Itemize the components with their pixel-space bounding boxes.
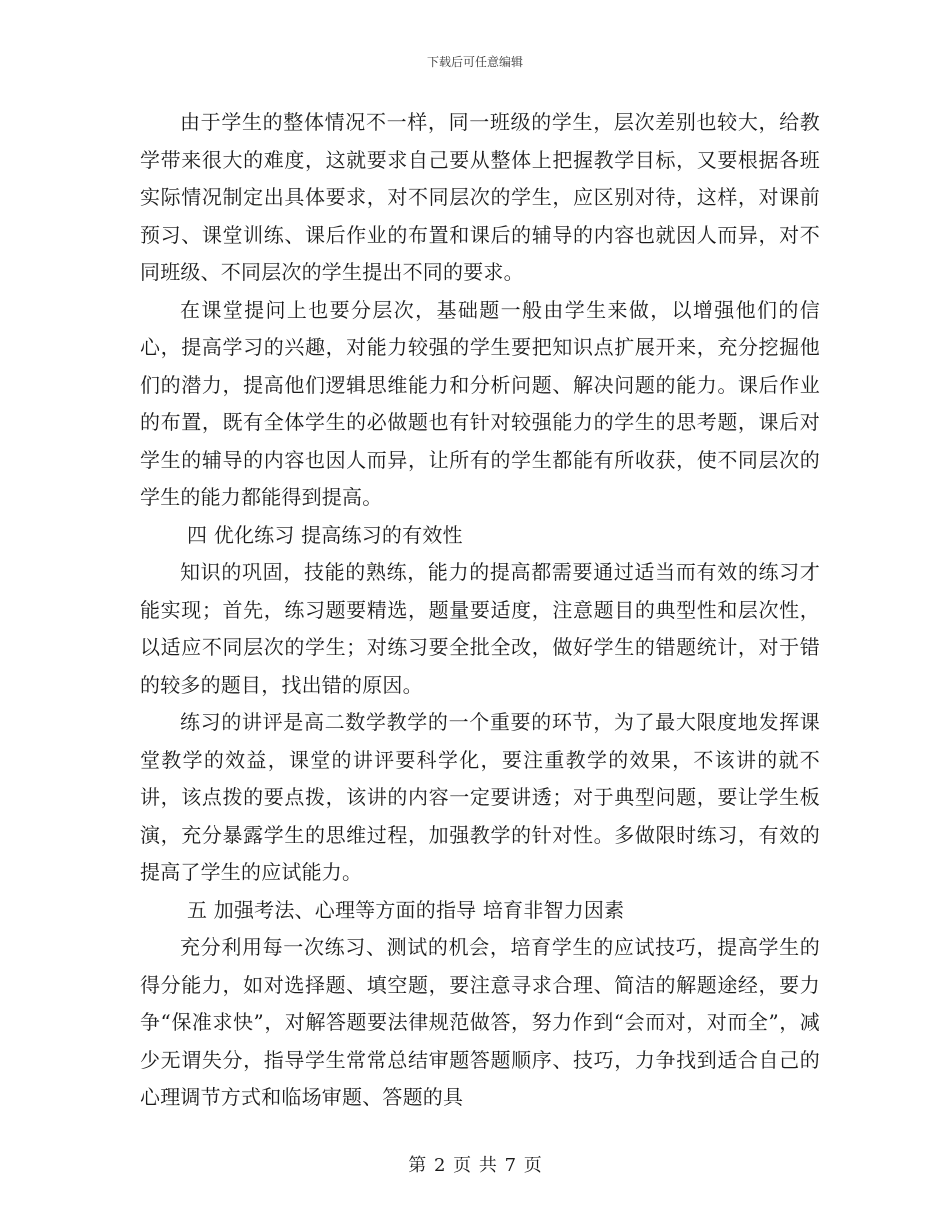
paragraph-exam-skills: 充分利用每一次练习、测试的机会，培育学生的应试技巧，提高学生的得分能力，如对选择题、填空题，要注意寻求合理、简洁的解题途经，要力争“保准求快”，对解答题要法律规范做答，努力作到“会而对，对而全”，减少无谓失分，指导学生常常总结审题答题顺序、技巧，力争找到适合自己的心理调节方式和临场审题、答题的具 bbox=[140, 935, 820, 1109]
section-heading-four: 四 优化练习 提高练习的有效性 bbox=[187, 522, 463, 547]
paragraph-layered-questioning: 在课堂提问上也要分层次，基础题一般由学生来做，以增强他们的信心，提高学习的兴趣，对能力较强的学生要把知识点扩展开来，充分挖掘他们的潜力，提高他们逻辑思维能力和分析问题、解决问题的能力。课后作业的布置，既有全体学生的必做题也有针对较强能力的学生的思考题，课后对学生的辅导的内容也因人而异，让所有的学生都能有所收获，使不同层次的学生的能力都能得到提高。 bbox=[140, 297, 820, 509]
document-body bbox=[140, 104, 820, 1117]
page-header-note: 下载后可任意编辑 bbox=[426, 55, 523, 69]
section-heading-five: 五 加强考法、心理等方面的指导 培育非智力因素 bbox=[187, 897, 625, 922]
paragraph-practice-review: 练习的讲评是高二数学教学的一个重要的环节，为了最大限度地发挥课堂教学的效益，课堂的讲评要科学化，要注重教学的效果，不该讲的就不讲，该点拨的要点拨，该讲的内容一定要讲透；对于典型问题，要让学生板演，充分暴露学生的思维过程，加强教学的针对性。多做限时练习，有效的提高了学生的应试能力。 bbox=[140, 710, 820, 884]
paragraph-layered-requirements: 由于学生的整体情况不一样，同一班级的学生，层次差别也较大，给教学带来很大的难度，这就要求自己要从整体上把握教学目标，又要根据各班实际情况制定出具体要求，对不同层次的学生，应区别对待，这样，对课前预习、课堂训练、课后作业的布置和课后的辅导的内容也就因人而异，对不同班级、不同层次的学生提出不同的要求。 bbox=[140, 110, 820, 284]
page-number-footer: 第 2 页 共 7 页 bbox=[408, 1155, 542, 1176]
paragraph-practice-selection: 知识的巩固，技能的熟练，能力的提高都需要通过适当而有效的练习才能实现；首先，练习题要精选，题量要适度，注意题目的典型性和层次性，以适应不同层次的学生；对练习要全批全改，做好学生的错题统计，对于错的较多的题目，找出错的原因。 bbox=[140, 560, 820, 697]
